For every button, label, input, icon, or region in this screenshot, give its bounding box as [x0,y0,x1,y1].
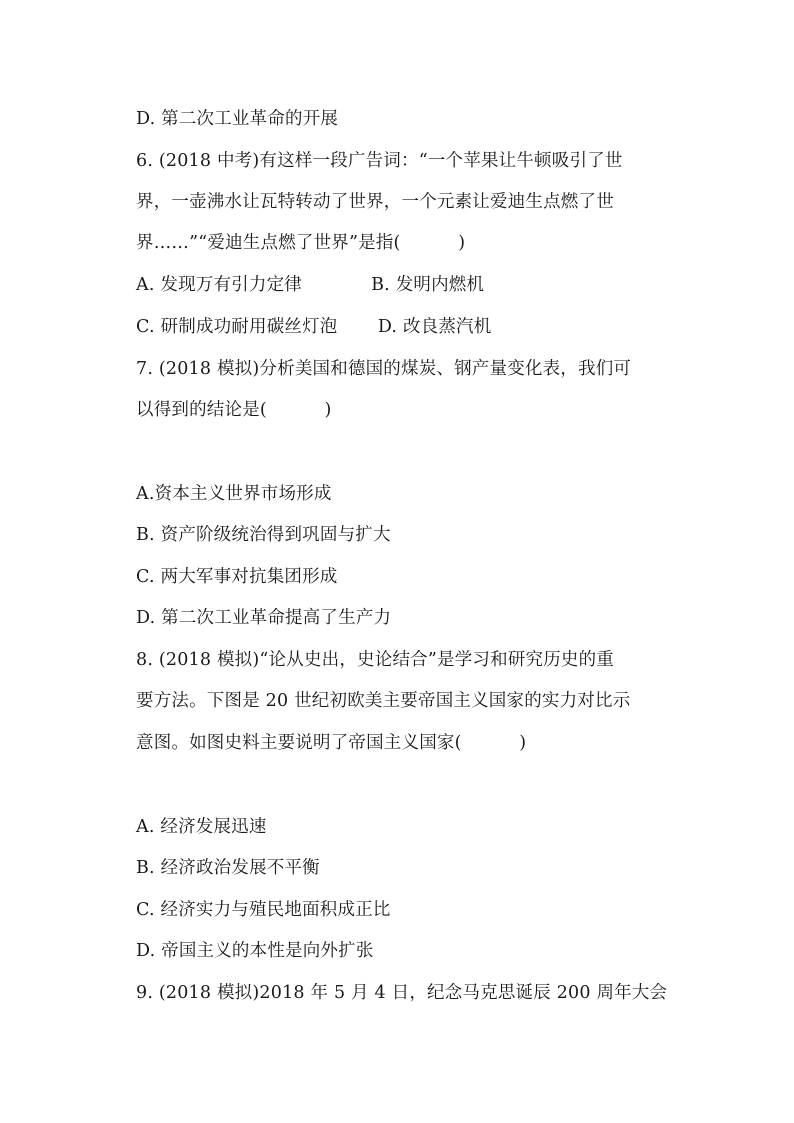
q7-option-a: A.资本主义世界市场形成 [136,484,332,504]
q6-options-ab: A. 发现万有引力定律 B. 发明内燃机 [136,275,485,295]
q6-stem-line-3: 界……”“爱迪生点燃了世界”是指( ) [136,233,466,253]
q8-stem-line-1: 8. (2018 模拟)“论从史出，史论结合”是学习和研究历史的重 [136,650,615,670]
q5-option-d: D. 第二次工业革命的开展 [136,109,339,129]
q6-stem-line-2: 界，一壶沸水让瓦特转动了世界，一个元素让爱迪生点燃了世 [136,192,614,212]
q7-stem-line-1: 7. (2018 模拟)分析美国和德国的煤炭、钢产量变化表，我们可 [136,359,632,379]
q7-option-d: D. 第二次工业革命提高了生产力 [136,608,392,628]
q8-option-a: A. 经济发展迅速 [136,817,267,837]
q8-option-c: C. 经济实力与殖民地面积成正比 [136,900,391,920]
q7-stem-line-2: 以得到的结论是( ) [136,400,332,420]
q6-stem-line-1: 6. (2018 中考)有这样一段广告词：“一个苹果让牛顿吸引了世 [136,151,623,171]
q9-stem-line-1: 9. (2018 模拟)2018 年 5 月 4 日，纪念马克思诞辰 200 周年大会 [136,983,668,1003]
q6-options-cd: C. 研制成功耐用碳丝灯泡 D. 改良蒸汽机 [136,317,492,337]
q8-stem-line-3: 意图。如图史料主要说明了帝国主义国家( ) [136,733,527,753]
q7-option-b: B. 资产阶级统治得到巩固与扩大 [136,525,391,545]
q7-option-c: C. 两大军事对抗集团形成 [136,567,338,587]
q8-option-d: D. 帝国主义的本性是向外扩张 [136,941,374,961]
q8-stem-line-2: 要方法。下图是 20 世纪初欧美主要帝国主义国家的实力对比示 [136,691,631,711]
q8-option-b: B. 经济政治发展不平衡 [136,858,320,878]
